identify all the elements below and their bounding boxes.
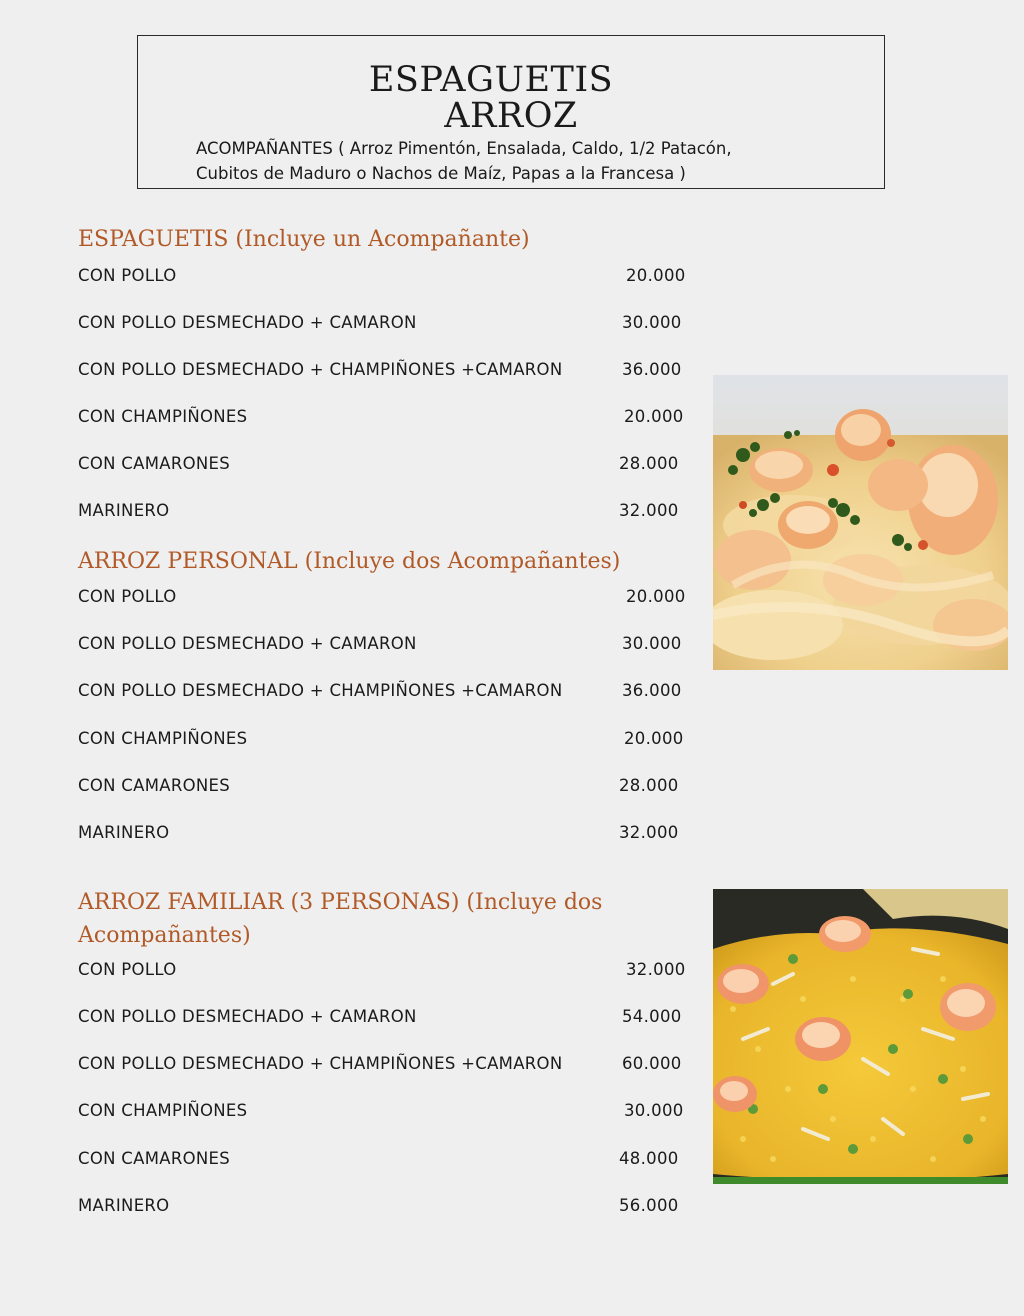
menu-item-name: CON CAMARONES — [78, 454, 231, 473]
menu-item-name: MARINERO — [78, 1196, 170, 1215]
menu-item-name: CON POLLO — [78, 266, 177, 285]
menu-item-name: CON CHAMPIÑONES — [78, 1101, 248, 1120]
header-box — [137, 35, 885, 189]
shrimp-rice-photo — [713, 889, 1008, 1184]
menu-item-price: 54.000 — [622, 1007, 682, 1026]
menu-item-price: 20.000 — [626, 587, 686, 606]
sides-description — [196, 136, 836, 186]
menu-item-name: CON CHAMPIÑONES — [78, 407, 248, 426]
menu-item-price: 56.000 — [619, 1196, 679, 1215]
menu-item-price: 36.000 — [622, 681, 682, 700]
menu-item-price: 36.000 — [622, 360, 682, 379]
section-title-line1: ARROZ FAMILIAR (3 PERSONAS) (Incluye dos — [78, 890, 603, 915]
page-title-line1: ESPAGUETIS — [368, 60, 614, 100]
menu-item-name: CON POLLO — [78, 587, 177, 606]
section-title-line2: Acompañantes) — [78, 923, 251, 948]
section-title-arroz-personal: ARROZ PERSONAL (Incluye dos Acompañantes) — [78, 549, 621, 574]
sides-description-line1: ACOMPAÑANTES ( Arroz Pimentón, Ensalada, Caldo, 1/2 Patacón, — [196, 139, 732, 158]
menu-item-name: CON POLLO DESMECHADO + CAMARON — [78, 634, 417, 653]
menu-item-name: CON CAMARONES — [78, 776, 231, 795]
menu-item-price: 48.000 — [619, 1149, 679, 1168]
menu-item-name: CON POLLO DESMECHADO + CHAMPIÑONES +CAMARON — [78, 681, 563, 700]
menu-item-price: 30.000 — [624, 1101, 684, 1120]
section-title-espaguetis: ESPAGUETIS (Incluye un Acompañante) — [78, 227, 530, 252]
menu-item-price: 32.000 — [619, 823, 679, 842]
menu-item-name: CON POLLO DESMECHADO + CHAMPIÑONES +CAMARON — [78, 1054, 563, 1073]
menu-item-price: 32.000 — [619, 501, 679, 520]
menu-item-price: 20.000 — [626, 266, 686, 285]
menu-item-price: 20.000 — [624, 407, 684, 426]
section-title-arroz-familiar — [78, 886, 678, 952]
menu-item-price: 30.000 — [622, 634, 682, 653]
menu-item-price: 32.000 — [626, 960, 686, 979]
menu-item-price: 30.000 — [622, 313, 682, 332]
menu-item-price: 28.000 — [619, 454, 679, 473]
menu-item-name: CON CHAMPIÑONES — [78, 729, 248, 748]
page-title-line2: ARROZ — [444, 96, 578, 136]
menu-item-name: CON CAMARONES — [78, 1149, 231, 1168]
menu-item-price: 20.000 — [624, 729, 684, 748]
menu-item-price: 60.000 — [622, 1054, 682, 1073]
sides-description-line2: Cubitos de Maduro o Nachos de Maíz, Papas a la Francesa ) — [196, 164, 686, 183]
menu-item-name: MARINERO — [78, 501, 170, 520]
shrimp-pasta-photo — [713, 375, 1008, 670]
menu-item-name: CON POLLO DESMECHADO + CHAMPIÑONES +CAMARON — [78, 360, 563, 379]
menu-item-name: MARINERO — [78, 823, 170, 842]
menu-item-name: CON POLLO DESMECHADO + CAMARON — [78, 1007, 417, 1026]
menu-item-price: 28.000 — [619, 776, 679, 795]
menu-item-name: CON POLLO DESMECHADO + CAMARON — [78, 313, 417, 332]
menu-item-name: CON POLLO — [78, 960, 177, 979]
